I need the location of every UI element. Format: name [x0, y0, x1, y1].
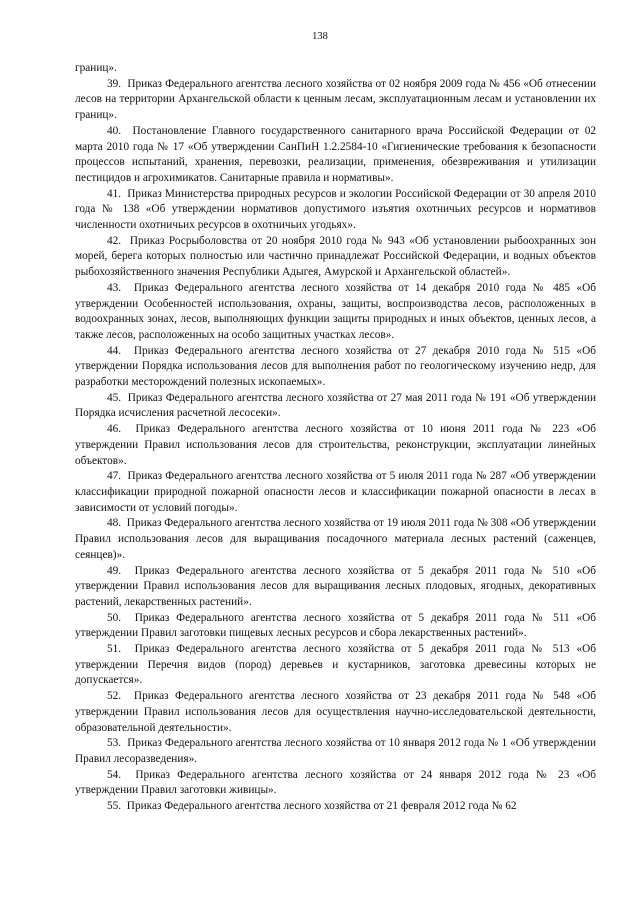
list-item — [75, 469, 596, 516]
page-number: 138 — [312, 31, 328, 42]
list-item — [75, 564, 596, 611]
item-text: Приказ Федерального агентства лесного хозяйства от 23 декабря 2011 года № 548 «Об утверждении Правил использования лесов для осуществления научно-исследовательской деятельности, образовательной деятельности». — [75, 690, 596, 734]
list-item — [75, 422, 596, 469]
item-text: Приказ Федерального агентства лесного хозяйства от 14 декабря 2010 года № 485 «Об утверждении Особенностей использования, охраны, защиты, воспроизводства лесов, расположенных в водоохранных зонах, лесов, выполняющих функции защиты природных и иных объектов, ценных лесов, а также лесов, расположенных на особо защитных участках лесов». — [75, 281, 596, 341]
item-number: 49. — [107, 564, 122, 577]
item-number: 54. — [107, 768, 122, 781]
item-text: Приказ Федерального агентства лесного хозяйства от 27 декабря 2010 года № 515 «Об утверждении Порядка использования лесов для выполнения работ по геологическому изучению недр, для разработки месторождений полезных ископаемых». — [75, 344, 596, 389]
item-number: 40. — [107, 124, 122, 137]
list-item — [75, 281, 596, 344]
item-text: Приказ Федерального агентства лесного хозяйства от 5 декабря 2011 года № 511 «Об утверждении Правил заготовки пищевых лесных ресурсов и сбора лекарственных растений». — [75, 611, 596, 640]
list-item — [75, 234, 596, 281]
item-text: Приказ Федерального агентства лесного хозяйства от 5 декабря 2011 года № 510 «Об утверждении Правил использования лесов для выращивания лесных плодовых, ягодных, декоративных растений, лекарственных растений». — [75, 564, 596, 608]
item-number: 50. — [107, 611, 122, 624]
item-text: Приказ Федерального агентства лесного хозяйства от 24 января 2012 года № 23 «Об утверждении Правил заготовки живицы». — [75, 768, 596, 797]
continuation-line: границ». — [75, 62, 117, 74]
list-item — [75, 516, 596, 563]
list-item — [75, 124, 596, 187]
document-body — [75, 61, 596, 815]
item-text: Приказ Федерального агентства лесного хозяйства от 19 июля 2011 года № 308 «Об утверждении Правил использования лесов для выращивания посадочного материала лесных растений (саженцев, сеянцев)». — [75, 517, 596, 561]
item-text: Приказ Министерства природных ресурсов и экологии Российской Федерации от 30 апреля 2010 года № 138 «Об утверждении нормативов допустимого изъятия охотничьих ресурсов и нормативов численности охотничьих ресурсов в охотничьих угодьях». — [75, 187, 596, 232]
list-item — [75, 768, 596, 799]
list-item — [75, 391, 596, 422]
item-number: 42. — [107, 234, 122, 247]
item-number: 45. — [107, 391, 122, 404]
item-text: Приказ Федерального агентства лесного хозяйства от 21 февраля 2012 года № 62 — [126, 800, 517, 813]
item-number: 46. — [107, 423, 122, 436]
item-text: Постановление Главного государственного санитарного врача Российской Федерации от 02 марта 2010 года № 17 «Об утверждении СанПиН 1.2.2584-10 «Гигиенические требования к безопасности процессов испытаний, хранения, перевозки, реализации, применения, обезвреживания и утилизации пестицидов и агрохимикатов. Санитарные правила и нормативы». — [75, 124, 596, 184]
list-item — [75, 736, 596, 767]
list-item — [75, 689, 596, 736]
list-item — [75, 187, 596, 234]
list-item — [75, 799, 596, 815]
item-text: Приказ Федерального агентства лесного хозяйства от 27 мая 2011 года № 191 «Об утверждении Порядка исчисления расчетной лесосеки». — [75, 391, 596, 420]
item-number: 55. — [107, 800, 122, 813]
item-text: Приказ Росрыболовства от 20 ноября 2010 года № 943 «Об установлении рыбоохранных зон морей, берега которых полностью или частично принадлежат Российской Федерации, и водных объектов рыбохозяйственного значения Республики Адыгея, Амурской и Архангельской областей». — [75, 234, 596, 279]
item-text: Приказ Федерального агентства лесного хозяйства от 5 декабря 2011 года № 513 «Об утверждении Перечня видов (пород) деревьев и кустарников, заготовка древесины которых не допускается». — [75, 643, 596, 687]
item-number: 51. — [107, 643, 122, 656]
item-number: 48. — [107, 517, 122, 530]
item-number: 53. — [107, 737, 122, 750]
item-text: Приказ Федерального агентства лесного хозяйства от 10 июня 2011 года № 223 «Об утверждении Правил использования лесов для строительства, реконструкции, эксплуатации линейных объектов». — [75, 423, 596, 467]
item-number: 47. — [107, 470, 122, 483]
item-number: 41. — [107, 187, 122, 200]
list-item — [75, 642, 596, 689]
item-number: 52. — [107, 690, 122, 703]
item-number: 43. — [107, 281, 122, 294]
item-number: 39. — [107, 77, 122, 90]
item-text: Приказ Федерального агентства лесного хозяйства от 5 июля 2011 года № 287 «Об утверждении классификации природной пожарной опасности лесов и классификации пожарной опасности в лесах в зависимости от условий погоды». — [75, 470, 596, 514]
item-text: Приказ Федерального агентства лесного хозяйства от 02 ноября 2009 года № 456 «Об отнесении лесов на территории Архангельской области к ценным лесам, эксплуатационным лесам и установлении их границ». — [75, 77, 596, 122]
item-number: 44. — [107, 344, 122, 357]
list-item — [75, 611, 596, 642]
list-item — [75, 344, 596, 391]
list-item — [75, 77, 596, 124]
item-text: Приказ Федерального агентства лесного хозяйства от 10 января 2012 года № 1 «Об утверждении Правил лесоразведения». — [75, 737, 596, 765]
